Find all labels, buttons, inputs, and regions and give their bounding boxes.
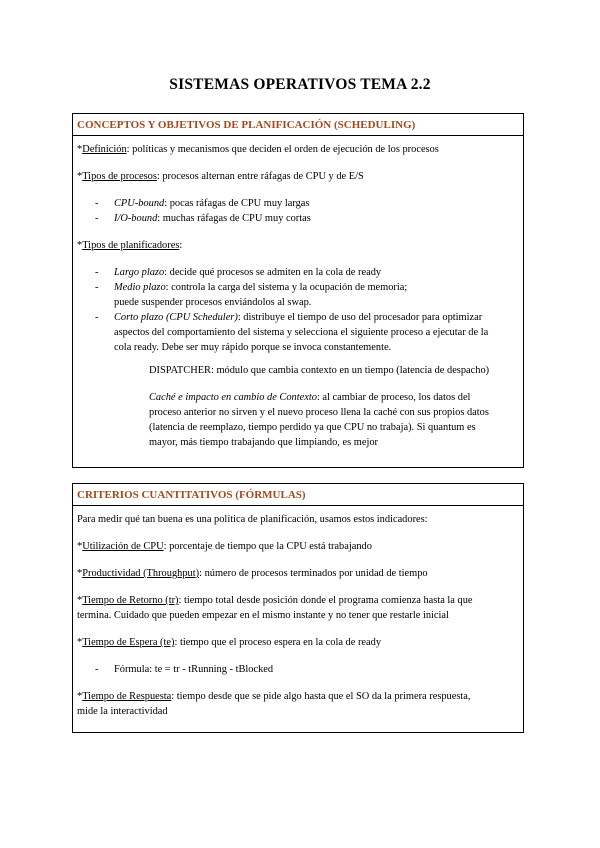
definicion-line	[77, 142, 439, 157]
dash: -	[95, 198, 99, 209]
io-bound-line	[114, 211, 311, 226]
largo-plazo-text: : decide qué procesos se admiten en la cola de ready	[164, 267, 382, 278]
bullet: *	[77, 637, 83, 648]
corto-plazo-term: Corto plazo (CPU Scheduler)	[114, 312, 238, 323]
bullet: *	[77, 171, 83, 182]
section-concepts-header: CONCEPTOS Y OBJETIVOS DE PLANIFICACIÓN (SCHEDULING)	[73, 114, 523, 136]
dash: -	[95, 267, 99, 278]
bullet: *	[77, 691, 83, 702]
section-criteria-box	[72, 483, 524, 733]
definicion-text: : políticas y mecanismos que deciden el orden de ejecución de los procesos	[126, 144, 439, 155]
bullet: *	[77, 595, 83, 606]
medio-plazo-term: Medio plazo	[114, 282, 166, 293]
dispatcher-line: DISPATCHER: módulo que cambia contexto en un tiempo (latencia de despacho)	[149, 365, 490, 376]
medio-plazo-line	[114, 280, 407, 295]
intro-line: Para medir qué tan buena es una política de planificación, usamos estos indicadores:	[77, 514, 428, 525]
bullet: *	[77, 240, 83, 251]
cpu-bound-line	[114, 196, 309, 211]
retorno-line	[77, 593, 473, 608]
corto-plazo-line-3: cola ready. Debe ser muy rápido porque se invoca constantemente.	[114, 342, 392, 353]
respuesta-line	[77, 689, 471, 704]
cache-line-4: mayor, más tiempo trabajando que limpiando, es mejor	[149, 437, 378, 448]
cache-line-3: (latencia de reemplazo, tiempo perdido ya que CPU no trabaja). Si quantum es	[149, 422, 476, 433]
medio-plazo-text: : controla la carga del sistema y la ocupación de memoria;	[165, 282, 408, 293]
tipos-planificadores-term: Tipos de planificadores	[82, 240, 180, 251]
respuesta-line-2: mide la interactividad	[77, 706, 168, 717]
espera-text: : tiempo que el proceso espera en la cola de ready	[174, 637, 382, 648]
productividad-term: Productividad (Throughput)	[82, 568, 200, 579]
espera-line	[77, 635, 381, 650]
bullet: *	[77, 541, 83, 552]
bullet: *	[77, 568, 83, 579]
section-criteria-header: CRITERIOS CUANTITATIVOS (FÓRMULAS)	[73, 484, 523, 506]
tipos-planificadores-text: :	[179, 240, 183, 251]
dash: -	[95, 282, 99, 293]
productividad-text: : número de procesos terminados por unidad de tiempo	[199, 568, 428, 579]
dash: -	[95, 312, 99, 323]
tipos-procesos-term: Tipos de procesos	[82, 171, 157, 182]
espera-term: Tiempo de Espera (te)	[82, 637, 175, 648]
corto-plazo-line	[114, 310, 482, 325]
dash: -	[95, 664, 99, 675]
utilizacion-term: Utilización de CPU	[82, 541, 164, 552]
tipos-planificadores-line	[77, 238, 182, 253]
io-bound-text: : muchas ráfagas de CPU muy cortas	[157, 213, 311, 224]
respuesta-term: Tiempo de Respuesta	[82, 691, 172, 702]
utilizacion-text: : porcentaje de tiempo que la CPU está trabajando	[163, 541, 372, 552]
retorno-text: : tiempo total desde posición donde el programa comienza hasta la que	[178, 595, 473, 606]
medio-plazo-line-2: puede suspender procesos enviándolos al swap.	[114, 297, 312, 308]
cache-line	[149, 390, 470, 405]
respuesta-text: : tiempo desde que se pide algo hasta que el SO da la primera respuesta,	[171, 691, 471, 702]
tipos-procesos-text: : procesos alternan entre ráfagas de CPU y de E/S	[156, 171, 364, 182]
retorno-line-2: termina. Cuidado que pueden empezar en el mismo instante y no tener que restarle inicial	[77, 610, 449, 621]
utilizacion-line	[77, 539, 372, 554]
io-bound-term: I/O-bound	[114, 213, 158, 224]
cpu-bound-text: : pocas ráfagas de CPU muy largas	[164, 198, 310, 209]
corto-plazo-text: : distribuye el tiempo de uso del procesador para optimizar	[237, 312, 483, 323]
definicion-term: Definición	[82, 144, 127, 155]
formula-line: Fórmula: te = tr - tRunning - tBlocked	[114, 664, 274, 675]
tipos-procesos-line	[77, 169, 364, 184]
cache-term: Caché e impacto en cambio de Contexto	[149, 392, 317, 403]
largo-plazo-line	[114, 265, 381, 280]
page-title: SISTEMAS OPERATIVOS TEMA 2.2	[169, 76, 431, 93]
corto-plazo-line-2: aspectos del comportamiento del sistema y selecciona el siguiente proceso a ejecutar de la	[114, 327, 489, 338]
dash: -	[95, 213, 99, 224]
largo-plazo-term: Largo plazo	[114, 267, 165, 278]
productividad-line	[77, 566, 428, 581]
bullet: *	[77, 144, 83, 155]
retorno-term: Tiempo de Retorno (tr)	[82, 595, 179, 606]
cpu-bound-term: CPU-bound	[114, 198, 165, 209]
cache-line-2: proceso anterior no sirven y el nuevo proceso llena la caché con sus propios datos	[149, 407, 489, 418]
section-concepts-box	[72, 113, 524, 468]
cache-text: : al cambiar de proceso, los datos del	[316, 392, 471, 403]
